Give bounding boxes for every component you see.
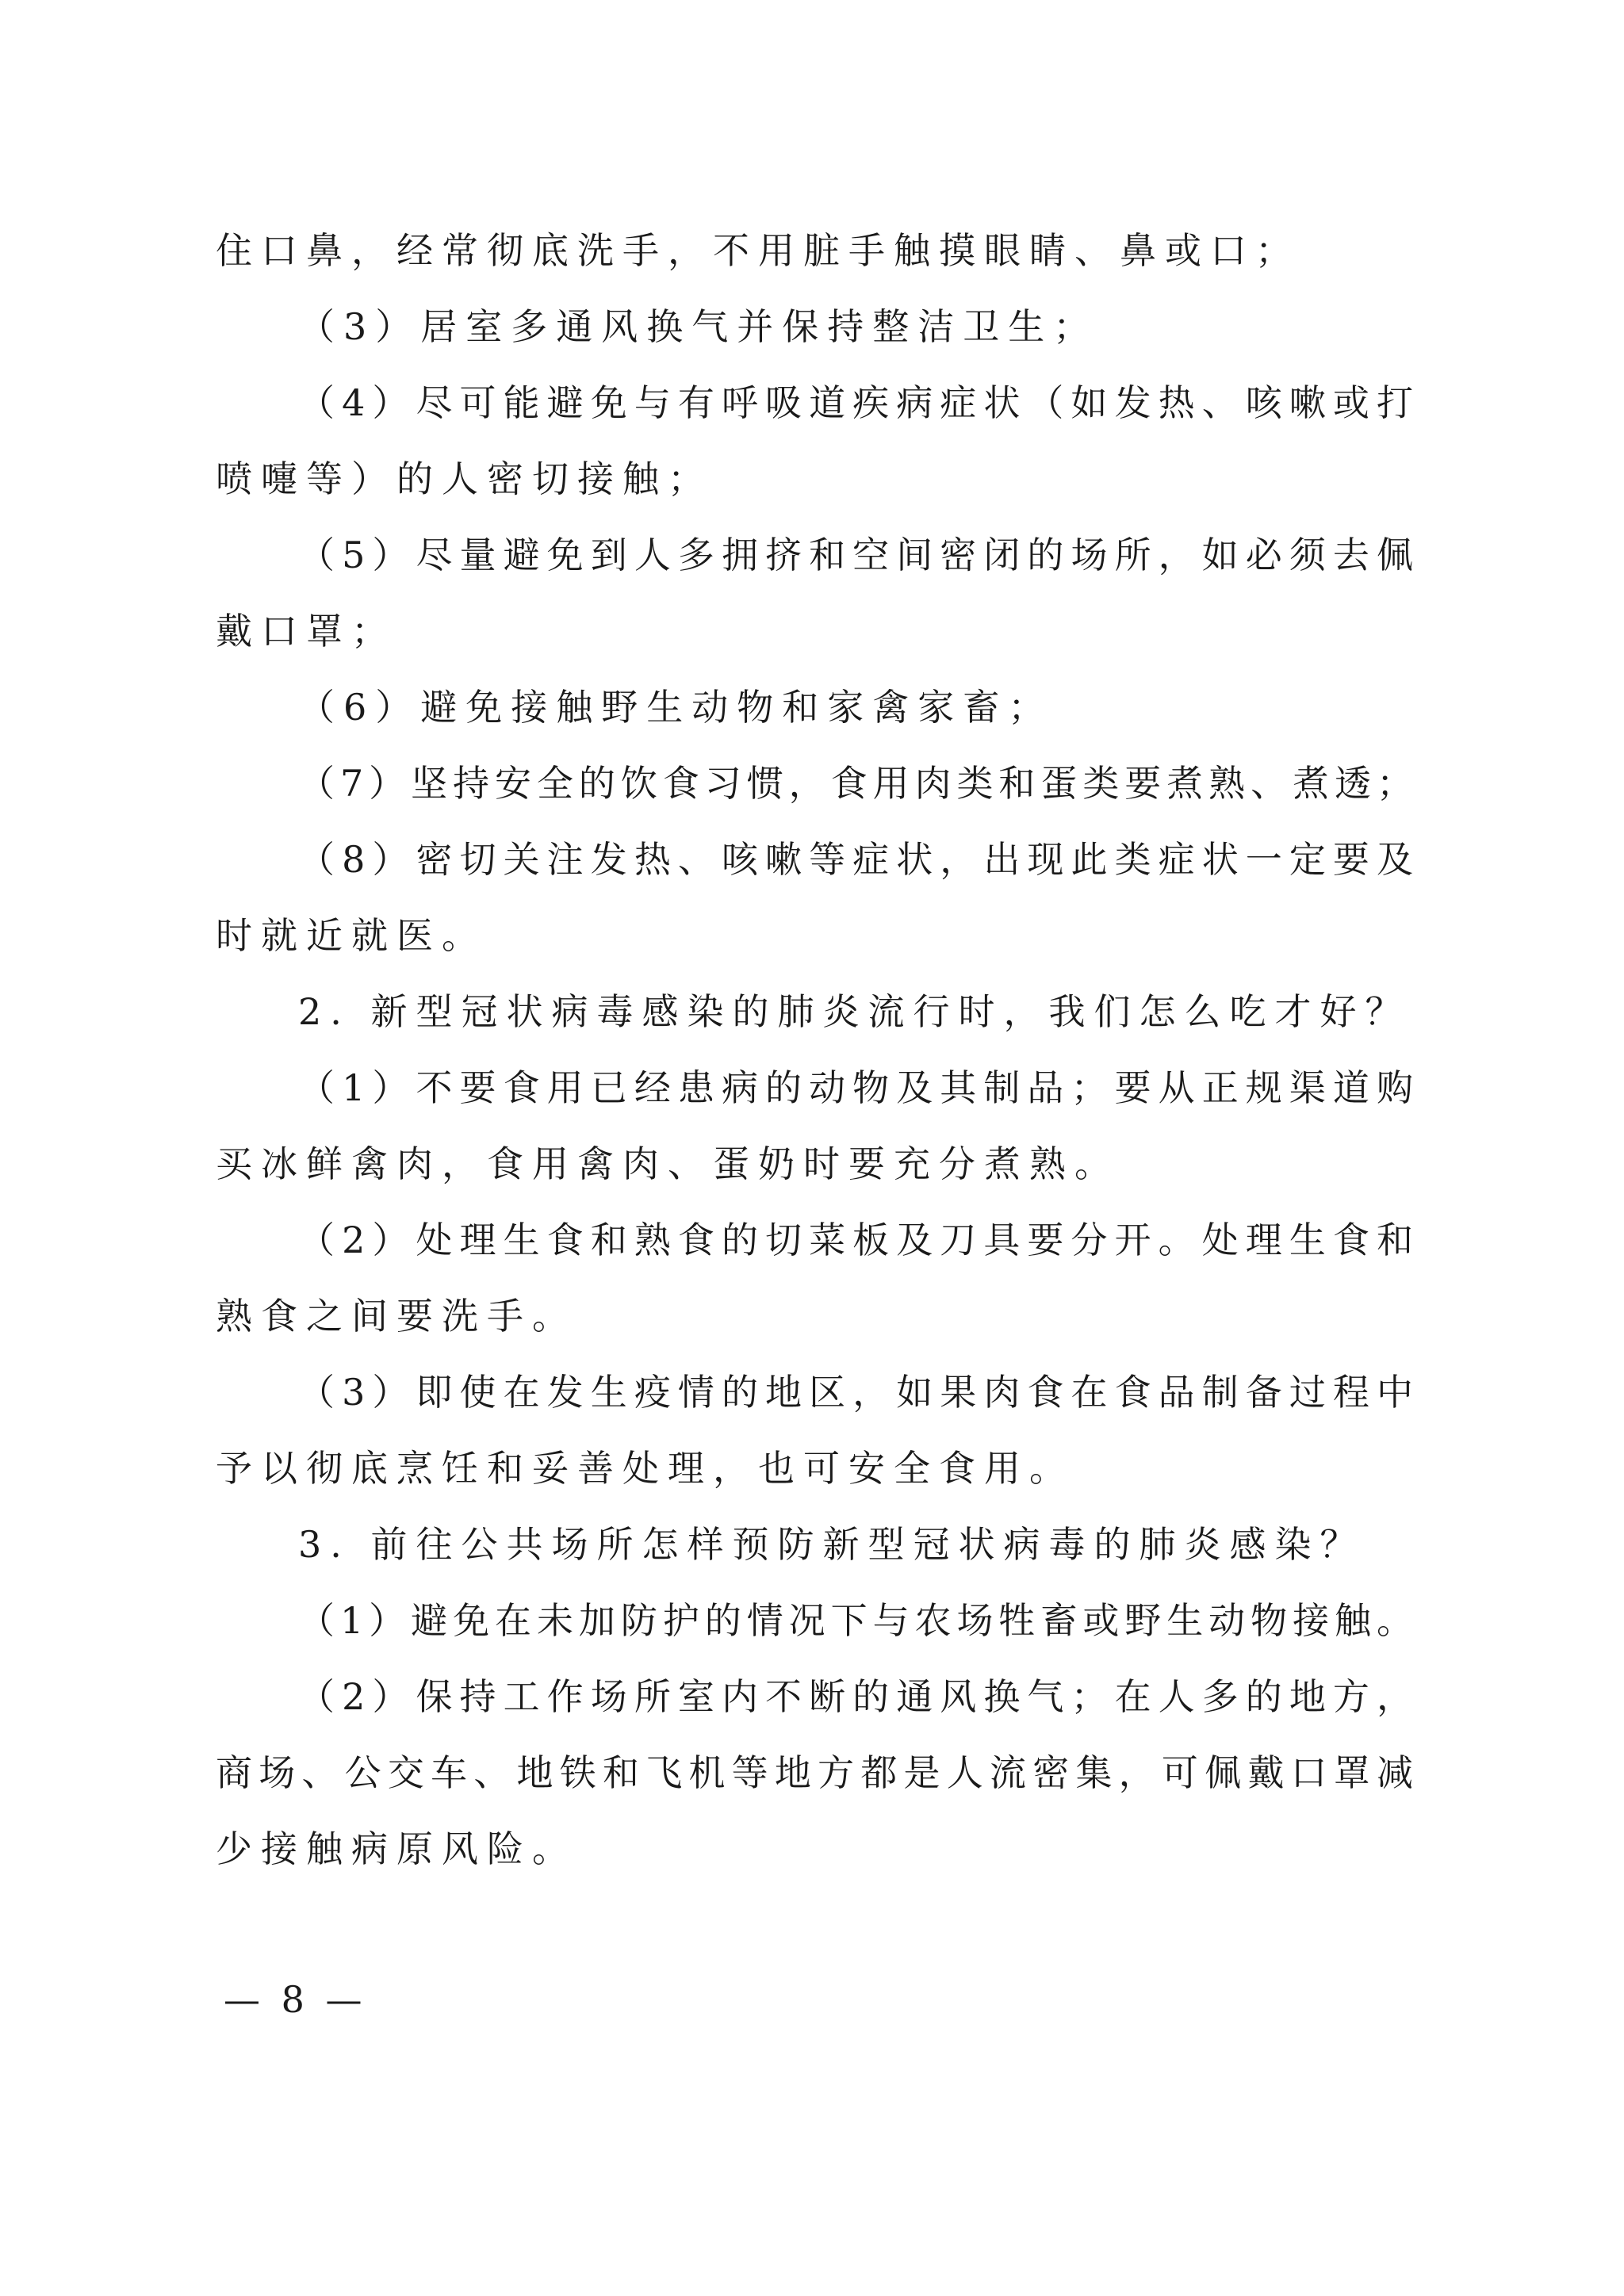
text-line: 商场、公交车、地铁和飞机等地方都是人流密集，可佩戴口罩减: [216, 1751, 1413, 1794]
text-line: （2）保持工作场所室内不断的通风换气；在人多的地方，: [298, 1675, 1413, 1718]
text-line: 住口鼻，经常彻底洗手，不用脏手触摸眼睛、鼻或口；: [216, 229, 1300, 272]
text-line: 熟食之间要洗手。: [216, 1295, 577, 1337]
page-number: — 8 —: [224, 1978, 367, 2021]
text-line: （1）避免在未加防护的情况下与农场牲畜或野生动物接触。: [298, 1599, 1413, 1642]
text-line: 戴口罩；: [216, 610, 396, 652]
text-line: 予以彻底烹饪和妥善处理，也可安全食用。: [216, 1447, 1074, 1490]
text-line: 买冰鲜禽肉，食用禽肉、蛋奶时要充分煮熟。: [216, 1142, 1120, 1185]
text-line: （5）尽量避免到人多拥挤和空间密闭的场所，如必须去佩: [298, 534, 1413, 576]
text-line: （8）密切关注发热、咳嗽等症状，出现此类症状一定要及: [298, 838, 1413, 881]
text-line: （6）避免接触野生动物和家禽家畜；: [298, 686, 1054, 729]
text-line: （3）即使在发生疫情的地区，如果肉食在食品制备过程中: [298, 1371, 1413, 1414]
text-line: 2. 新型冠状病毒感染的肺炎流行时，我们怎么吃才好？: [298, 990, 1411, 1033]
text-line: （4）尽可能避免与有呼吸道疾病症状（如发热、咳嗽或打: [298, 381, 1413, 424]
text-line: 3. 前往公共场所怎样预防新型冠状病毒的肺炎感染？: [298, 1523, 1365, 1566]
text-line: 喷嚏等）的人密切接触；: [216, 457, 713, 500]
text-line: （3）居室多通风换气并保持整洁卫生；: [298, 305, 1099, 348]
text-line: 少接触病原风险。: [216, 1827, 577, 1870]
text-line: （7）坚持安全的饮食习惯，食用肉类和蛋类要煮熟、煮透；: [298, 762, 1413, 805]
text-line: （1）不要食用已经患病的动物及其制品；要从正规渠道购: [298, 1066, 1413, 1109]
text-line: （2）处理生食和熟食的切菜板及刀具要分开。处理生食和: [298, 1219, 1413, 1261]
body-text: [216, 212, 1413, 1887]
text-line: 时就近就医。: [216, 914, 487, 957]
